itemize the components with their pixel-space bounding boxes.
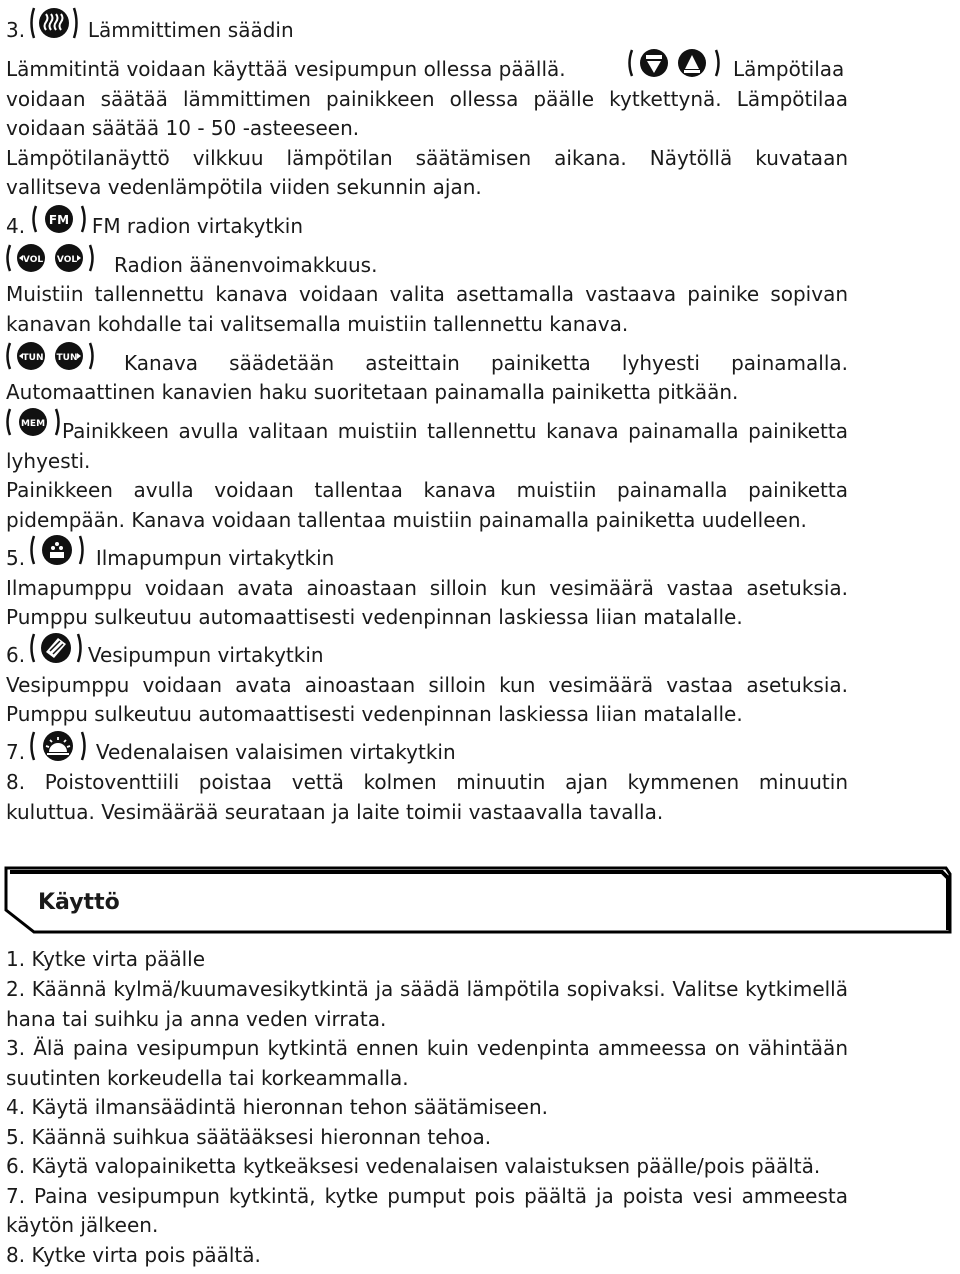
volume-text: Radion äänenvoimakkuus.: [114, 253, 378, 277]
section-3-title: Lämmittimen säädin: [87, 18, 294, 42]
usage-heading-box: [4, 866, 952, 936]
volume-down-icon: [17, 244, 45, 272]
section-6-number: 6.: [6, 643, 26, 667]
temperature-buttons: [626, 46, 722, 80]
usage-line-11: 8. Kytke virta pois päältä.: [6, 1243, 261, 1267]
section-4-line-2: kanavan kohdalle tai valitsemalla muistiin tallennettu kanava.: [6, 312, 629, 336]
usage-line-7: 5. Käännä suihkua säätääksesi hieronnan tehoa.: [6, 1125, 492, 1149]
svg-text:MEM: MEM: [20, 419, 46, 429]
section-3-line-5: vallitseva vedenlämpötila viiden sekunnin ajan.: [6, 175, 482, 199]
svg-text:VOL: VOL: [56, 255, 78, 265]
section-6-title: Vesipumpun virtakytkin: [87, 643, 324, 667]
svg-text:FM: FM: [48, 213, 70, 227]
section-6-line-2: Pumppu sulkeutuu automaattisesti vedenpinnan laskiessa liian matalalle.: [6, 702, 743, 726]
usage-line-4: 3. Älä paina vesipumpun kytkintä ennen kuin vedenpinta ammeessa on vähintään: [6, 1036, 848, 1060]
tune-line-2: Automaattinen kanavien haku suoritetaan painamalla painiketta pitkään.: [6, 380, 739, 404]
tune-up-icon: [55, 342, 83, 370]
section-3-number: 3.: [6, 18, 26, 42]
memory-line-2: lyhyesti.: [6, 449, 91, 473]
section-3-line-1: Lämmitintä voidaan käyttää vesipumpun ollessa päällä.: [6, 57, 566, 81]
save-line-1: Painikkeen avulla voidaan tallentaa kanava muistiin painamalla painiketta: [6, 478, 848, 502]
section-8-line-1: 8. Poistoventtiili poistaa vettä kolmen minuutin ajan kymmenen minuutin: [6, 770, 848, 794]
svg-text:TUN: TUN: [22, 353, 44, 363]
memory-text: Painikkeen avulla valitaan muistiin tallennettu kanava painamalla painiketta: [62, 419, 848, 443]
section-5-line-1: Ilmapumppu voidaan avata ainoastaan silloin kun vesimäärä vastaa asetuksia.: [6, 576, 848, 600]
section-3-line-3: voidaan säätää 10 - 50 -asteeseen.: [6, 116, 360, 140]
section-8-line-2: kuluttua. Vesimäärää seurataan ja laite toimii vastaavalla tavalla.: [6, 800, 664, 824]
section-5-title: Ilmapumpun virtakytkin: [95, 546, 335, 570]
air-pump-icon: [28, 532, 86, 568]
usage-line-9: 7. Paina vesipumpun kytkintä, kytke pumput pois päältä ja poista vesi ammeesta: [6, 1184, 848, 1208]
light-icon: [28, 728, 88, 764]
fm-icon: [30, 202, 88, 236]
usage-line-3: hana tai suihku ja anna veden virrata.: [6, 1007, 387, 1031]
section-7-title: Vedenalaisen valaisimen virtakytkin: [95, 740, 456, 764]
usage-line-10: käytön jälkeen.: [6, 1213, 159, 1237]
section-3-line-2: voidaan säätää lämmittimen painikkeen ollessa päälle kytkettynä. Lämpötilaa: [6, 87, 848, 111]
tune-buttons: [4, 339, 96, 373]
svg-text:VOL: VOL: [22, 255, 44, 265]
section-4-line-1: Muistiin tallennettu kanava voidaan valita asettamalla vastaava painike sopivan: [6, 282, 848, 306]
tune-down-icon: [17, 342, 45, 370]
usage-line-6: 4. Käytä ilmansäädintä hieronnan tehon säätämiseen.: [6, 1095, 549, 1119]
temperature-down-icon: [640, 49, 668, 77]
section-5-number: 5.: [6, 546, 26, 570]
memory-icon: [4, 405, 62, 439]
usage-line-1: 1. Kytke virta päälle: [6, 947, 206, 971]
section-3-line-4: Lämpötilanäyttö vilkkuu lämpötilan säätämisen aikana. Näytöllä kuvataan: [6, 146, 848, 170]
volume-buttons: [4, 241, 96, 275]
section-7-number: 7.: [6, 740, 26, 764]
usage-line-2: 2. Käännä kylmä/kuumavesikytkintä ja säädä lämpötila sopivaksi. Valitse kytkimellä: [6, 977, 848, 1001]
section-3-line-1b: Lämpötilaa: [733, 57, 845, 81]
usage-heading: Käyttö: [38, 890, 120, 915]
usage-line-8: 6. Käytä valopainiketta kytkeäksesi vedenalaisen valaistuksen päälle/pois päältä.: [6, 1154, 821, 1178]
section-5-line-2: Pumppu sulkeutuu automaattisesti vedenpinnan laskiessa liian matalalle.: [6, 605, 743, 629]
svg-text:TUN: TUN: [56, 353, 78, 363]
heater-icon: [28, 4, 80, 42]
water-pump-icon: [28, 630, 84, 666]
section-4-title: FM radion virtakytkin: [91, 214, 304, 238]
section-6-line-1: Vesipumppu voidaan avata ainoastaan silloin kun vesimäärä vastaa asetuksia.: [6, 673, 848, 697]
save-line-2: pidempään. Kanava voidaan tallentaa muistiin painamalla painiketta uudelleen.: [6, 508, 807, 532]
usage-line-5: suutinten korkeudella tai korkeammalla.: [6, 1066, 409, 1090]
section-4-number: 4.: [6, 214, 26, 238]
temperature-up-icon: [678, 49, 706, 77]
tune-text: Kanava säädetään asteittain painiketta lyhyesti painamalla.: [124, 351, 848, 375]
volume-up-icon: [55, 244, 83, 272]
